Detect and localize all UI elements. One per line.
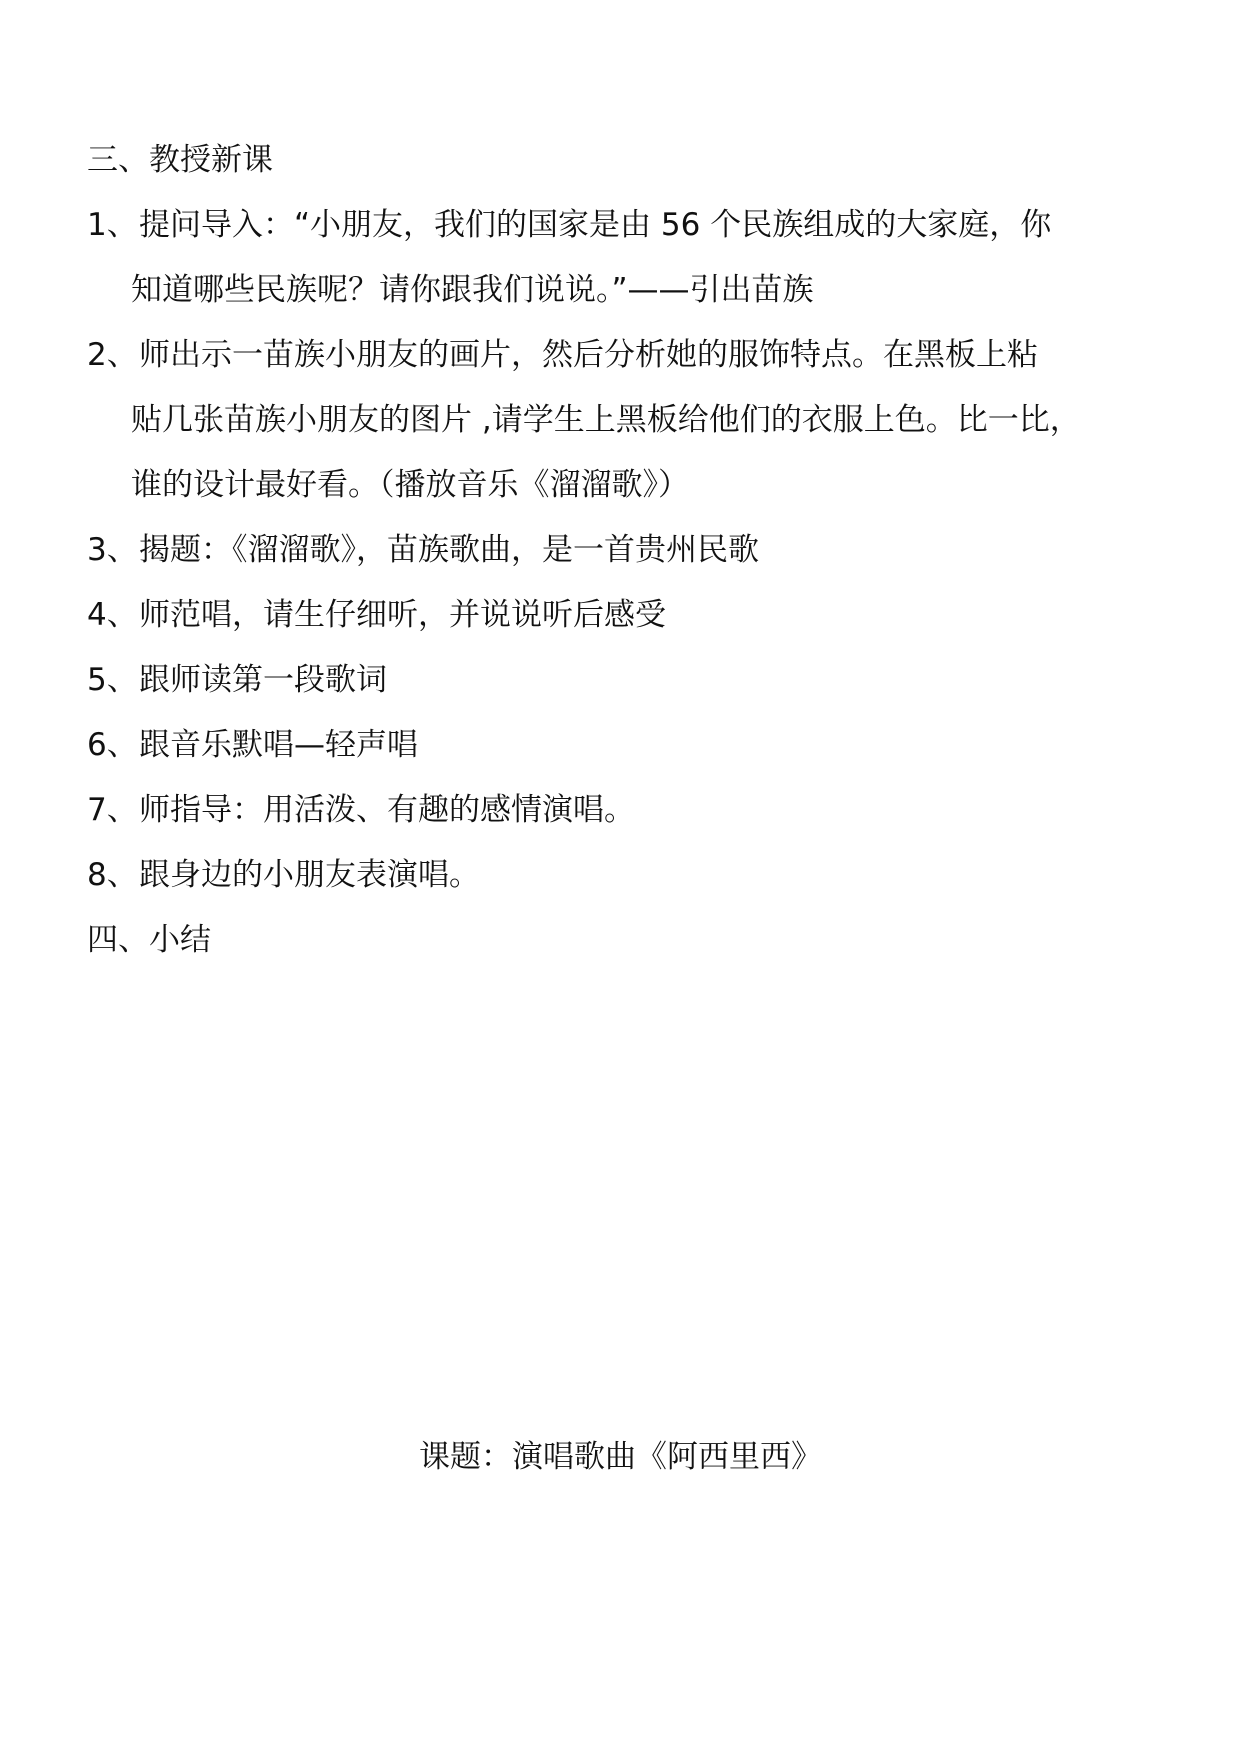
item-text-line: 跟音乐默唱—轻声唱 (139, 727, 418, 763)
item-number: 6、 (87, 727, 138, 763)
list-item-4 (87, 583, 1147, 648)
list-item-6 (87, 713, 1147, 778)
list-item-1 (87, 193, 1147, 323)
item-number: 7、 (87, 792, 138, 828)
list-item-5 (87, 648, 1147, 713)
section-heading-3: 三、教授新课 (87, 142, 273, 178)
item-number: 2、 (87, 337, 138, 373)
list-item-8 (87, 843, 1147, 908)
lesson-content (87, 128, 1147, 973)
item-text-line: 贴几张苗族小朋友的图片 ,请学生上黑板给他们的衣服上色。比一比， (131, 402, 1081, 438)
item-number: 5、 (87, 662, 138, 698)
item-text-line: 师范唱，请生仔细听，并说说听后感受 (139, 597, 666, 633)
item-text-line: 谁的设计最好看。（播放音乐《溜溜歌》） (131, 467, 689, 503)
next-lesson-title: 课题：演唱歌曲《阿西里西》 (419, 1439, 822, 1475)
item-text-line: 跟师读第一段歌词 (139, 662, 387, 698)
item-text-line: 知道哪些民族呢？请你跟我们说说。”——引出苗族 (131, 272, 814, 308)
item-text-line: 师出示一苗族小朋友的画片，然后分析她的服饰特点。在黑板上粘 (139, 337, 1038, 373)
item-text-line: 跟身边的小朋友表演唱。 (139, 857, 480, 893)
item-number: 4、 (87, 597, 138, 633)
item-number: 3、 (87, 532, 138, 568)
list-item-2 (87, 323, 1147, 518)
section-heading-4: 四、小结 (87, 922, 211, 958)
item-text-line: 师指导：用活泼、有趣的感情演唱。 (139, 792, 635, 828)
list-item-3 (87, 518, 1147, 583)
item-number: 8、 (87, 857, 138, 893)
item-text-line: 提问导入：“小朋友，我们的国家是由 56 个民族组成的大家庭，你 (139, 207, 1052, 243)
item-number: 1、 (87, 207, 138, 243)
item-text-line: 揭题：《溜溜歌》，苗族歌曲，是一首贵州民歌 (139, 532, 759, 568)
list-item-7 (87, 778, 1147, 843)
